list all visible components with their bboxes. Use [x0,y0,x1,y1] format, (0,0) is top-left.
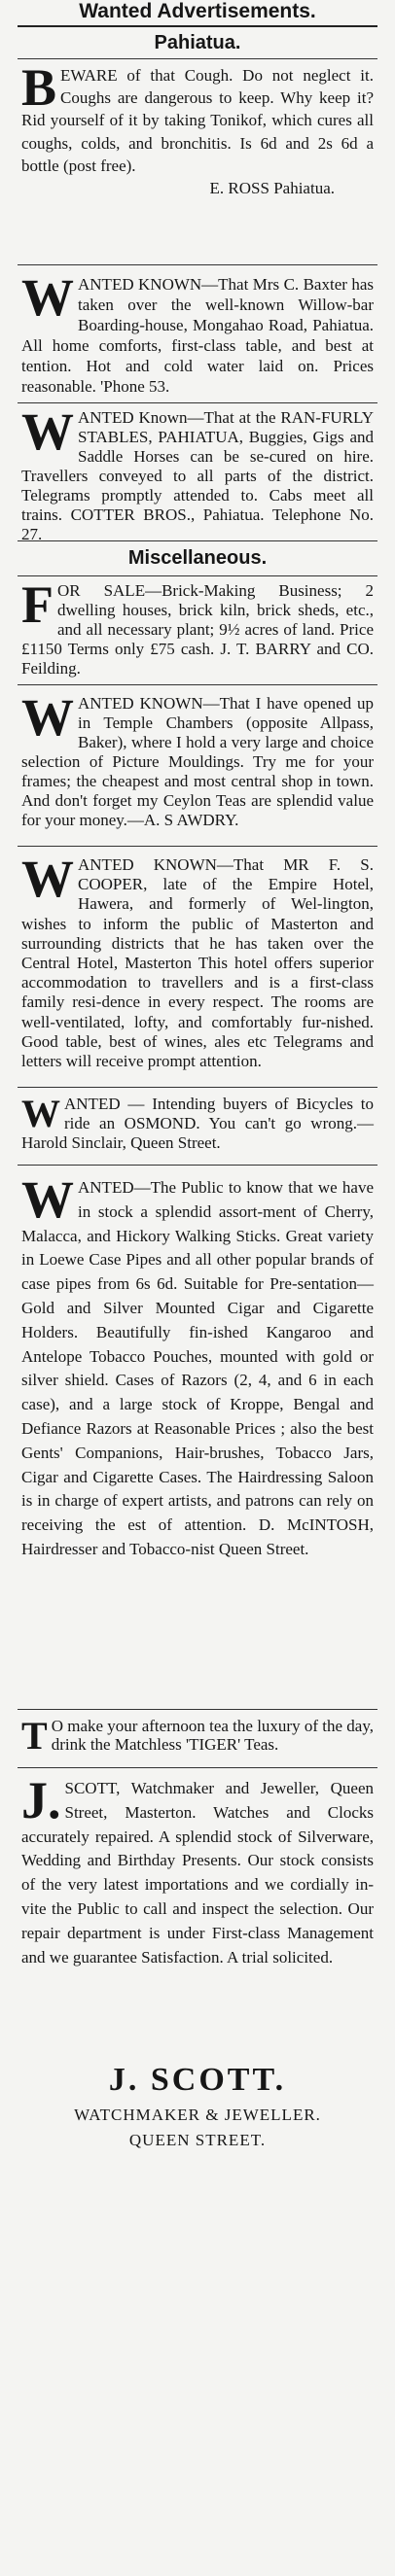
scott-name-banner: J. SCOTT. [108,2062,287,2098]
drop-cap: F [21,575,54,634]
section-misc-title: Miscellaneous. [127,547,268,569]
section-pahiatua-title: Pahiatua. [154,32,241,53]
ad-awdry [21,688,374,830]
divider [18,575,377,576]
ad-mcintosh [21,1170,374,1562]
divider [18,25,377,27]
drop-cap: W [21,402,74,461]
drop-cap: W [21,1092,60,1135]
ad-text: O make your afternoon tea the luxury of the day, drink the Matchless 'TIGER' Teas. [51,1717,374,1754]
ad-signature: E. ROSS Pahiatua. [209,179,335,198]
scott-trade-line: WATCHMAKER & JEWELLER. [74,2106,321,2124]
ad-cotter [21,402,374,544]
ad-text: ANTED—The Public to know that we have in stock a splendid assort-ment of Cherry, Malacca, and Hickory Walking Sticks. Great variety in Loewe Case Pipes and all other popular brands of case pipes from 6s 6d. Suitable for Pre-sentation—Gold and Silver Mounted Cigar and Cigarette Holders. Beautifully fin-ished Kangaroo and Antelope Tobacco Pouches, mounted with gold or silver shield. Cases of Razors (2, 4, and 6 in each case), and a large stock of Kroppe, Bengal and Defiance Razors at Reasonable Prices ; also the best Gents' Companions, Hair-brushes, Tobacco Jars, Cigar and Cigarette Cases. The Hairdressing Saloon is in charge of expert artists, and patrons can rely on receiving the est of attention. D. McINTOSH, Hairdresser and Tobacco-nist Queen Street. [21,1178,374,1558]
ad-text: EWARE of that Cough. Do not neglect it. Coughs are dangerous to keep. Why keep it? Rid yourself of it by taking Tonikof, which cures all coughs, colds, and bronchitis. Is 6d and 2s 6d a bottle (post free). [21,66,374,175]
divider [18,264,377,265]
ad-text: ANTED — Intending buyers of Bicycles to ride an OSMOND. You can't go wrong.—Harold Sinclair, Queen Street. [21,1095,374,1152]
drop-cap: W [21,1170,74,1229]
drop-cap: T [21,1714,48,1758]
drop-cap: J. [21,1771,61,1829]
ad-sinclair [21,1092,374,1153]
ad-ross [21,58,374,199]
ad-barry [21,575,374,679]
ad-text: ANTED KNOWN—That I have opened up in Temple Chambers (opposite Allpass, Baker), where I hold a very large and choice selection of Picture Mouldings. Try me for your frames; the cheapest and most central shop in town. And don't forget my Ceylon Teas are splendid value for your money.—A. S AWDRY. [21,694,374,829]
ad-cooper [21,850,374,1071]
header-title: Wanted Advertisements. [79,0,316,22]
divider [18,1767,377,1768]
divider [18,684,377,685]
ad-text: SCOTT, Watchmaker and Jeweller, Queen Street, Masterton. Watches and Clocks accurately repaired. A splendid stock of Silverware, Wedding and Birthday Presents. Our stock consists of the very latest importations and we cordially in-vite the Public to call and inspect the selection. Our repair department is under First-class Management and we guarantee Satisfaction. A trial solicited. [21,1779,374,1967]
scott-address-line: QUEEN STREET. [128,2131,267,2149]
ad-text: ANTED Known—That at the RAN-FURLY STABLES, PAHIATUA, Buggies, Gigs and Saddle Horses can be se-cured on hire. Travellers conveyed to all parts of the district. Telegrams promptly attended to. Cabs meet all trains. COTTER BROS., Pahiatua. Telephone No. 27. [21,408,374,543]
drop-cap: W [21,688,74,747]
divider [18,540,377,541]
divider [18,1709,377,1710]
divider [18,1087,377,1088]
divider [18,1165,377,1166]
ad-baxter [21,268,374,397]
ad-text: ANTED KNOWN—That Mrs C. Baxter has taken over the well-known Willow-bar Boarding-house, Mongahao Road, Pahiatua. All home comforts, first-class table, and best at tention. Hot and cold water laid on. Prices reasonable. 'Phone 53. [21,275,374,396]
divider [18,846,377,847]
drop-cap: W [21,268,74,327]
ad-text: ANTED KNOWN—That MR F. S. COOPER, late of the Empire Hotel, Hawera, and formerly of Wel-lington, wishes to inform the public of Masterton and surrounding districts that he has taken over the Central Hotel, Masterton This hotel offers superior accommodation to travellers and is a first-class family resi-dence in every respect. The rooms are well-ventilated, lofty, and comfortably fur-nished. Good table, best of wines, ales etc Telegrams and letters will receive prompt attention. [21,855,374,1071]
drop-cap: W [21,850,74,908]
ad-scott [21,1771,374,1969]
drop-cap: B [21,58,57,117]
ad-text: OR SALE—Brick-Making Business; 2 dwelling houses, brick kiln, brick sheds, etc., and all necessary plant; 9½ acres of land. Price £1150 Terms only £75 cash. J. T. BARRY and CO. Feilding. [21,581,374,678]
ad-tiger [21,1714,374,1758]
divider [18,58,377,59]
